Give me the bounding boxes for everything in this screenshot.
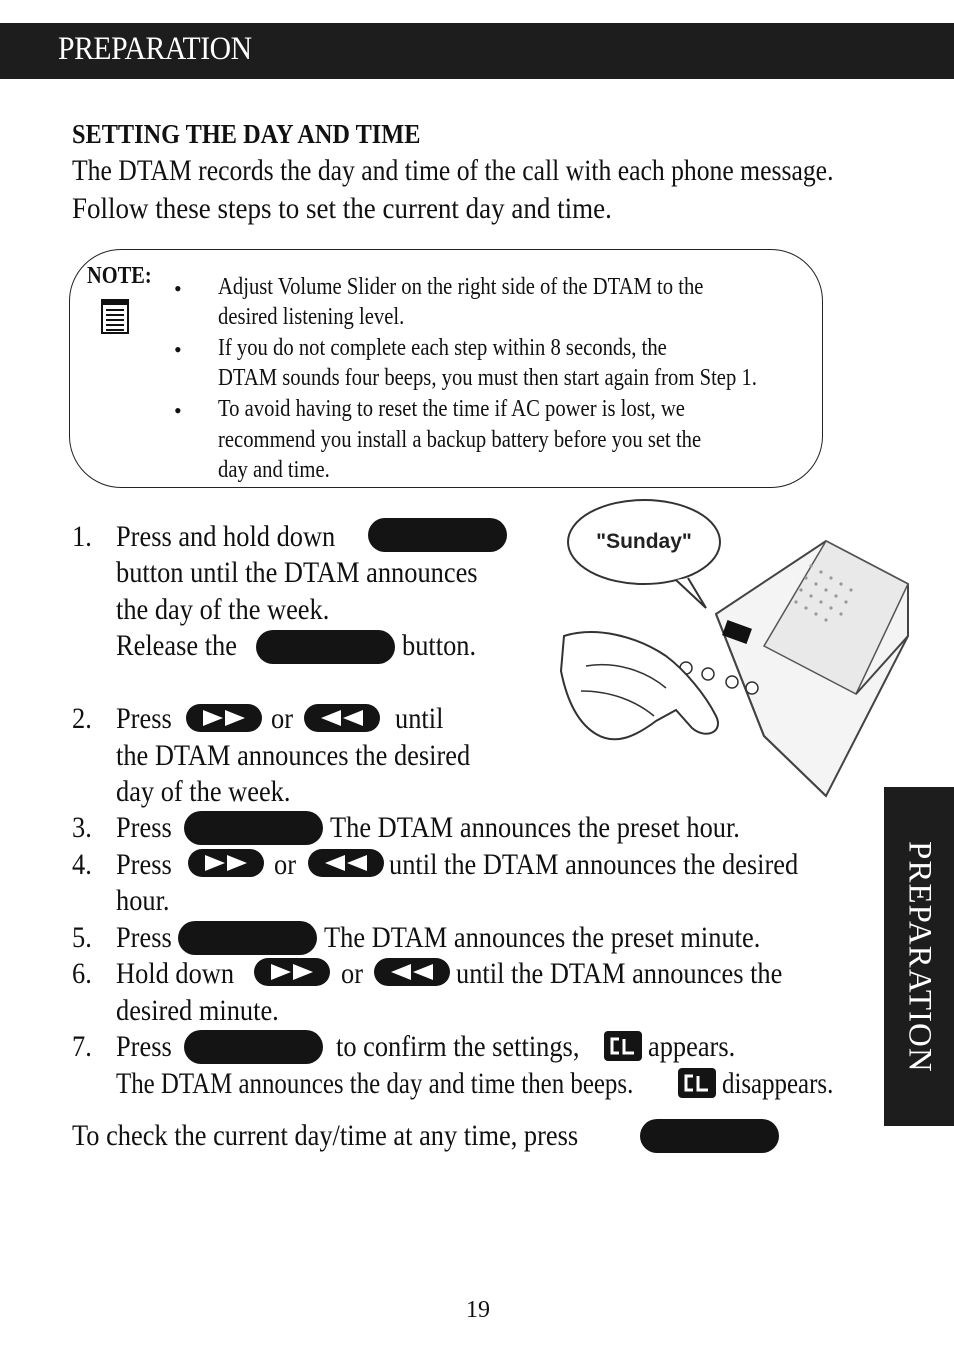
note-line: Adjust Volume Slider on the right side of the DTAM to the [218, 274, 704, 300]
bullet-2: • [174, 337, 182, 362]
step-7-text: Press [116, 1030, 172, 1063]
step-6-text: until the DTAM announces the [456, 957, 783, 990]
day-time-button[interactable] [368, 518, 507, 552]
note-line: day and time. [218, 457, 330, 483]
step-number: 1. [72, 520, 92, 553]
step-7-text: disappears. [722, 1067, 834, 1100]
page-header-title: PREPARATION [58, 31, 252, 67]
note-line: If you do not complete each step within 8 seconds, the [218, 335, 667, 361]
step-6-text: desired minute. [116, 994, 279, 1027]
note-line: DTAM sounds four beeps, you must then start again from Step 1. [218, 365, 757, 391]
note-line: recommend you install a backup battery before you set the [218, 427, 702, 453]
fast-forward-icon[interactable] [253, 957, 331, 987]
step-1-text: the day of the week. [116, 593, 330, 626]
fast-forward-icon[interactable] [185, 703, 263, 733]
day-time-button[interactable] [256, 630, 395, 664]
rewind-icon[interactable] [373, 957, 451, 987]
step-number: 5. [72, 921, 92, 954]
step-2-text: day of the week. [116, 775, 291, 808]
step-6-text: Hold down [116, 957, 235, 990]
step-number: 3. [72, 811, 92, 844]
step-7-text: to confirm the settings, [336, 1030, 580, 1063]
step-2-text: Press [116, 702, 172, 735]
step-2-text: the DTAM announces the desired [116, 739, 471, 772]
day-time-button[interactable] [178, 921, 317, 955]
side-tab-label: PREPARATION [901, 840, 938, 1073]
step-3-text: Press [116, 811, 172, 844]
step-5-text: The DTAM announces the preset minute. [324, 921, 761, 954]
step-4-text: or [274, 848, 296, 881]
step-1-text: button until the DTAM announces [116, 556, 478, 589]
day-time-button[interactable] [640, 1119, 779, 1153]
day-time-button[interactable] [184, 1030, 323, 1064]
cl-display-icon [678, 1068, 716, 1098]
dtam-hand-illustration [556, 496, 916, 801]
rewind-icon[interactable] [303, 703, 381, 733]
note-line: To avoid having to reset the time if AC power is lost, we [218, 396, 685, 422]
fast-forward-icon[interactable] [187, 848, 265, 878]
step-number: 2. [72, 702, 92, 735]
page-number: 19 [466, 1297, 490, 1323]
cl-display-icon [604, 1031, 642, 1061]
day-time-button[interactable] [184, 811, 323, 845]
speech-bubble-text: "Sunday" [596, 530, 692, 553]
step-1-text: Press and hold down [116, 520, 336, 553]
notepad-icon [100, 297, 130, 335]
intro-line-2: Follow these steps to set the current day and time. [72, 192, 612, 225]
bullet-1: • [174, 276, 182, 301]
step-4-text: until the DTAM announces the desired [389, 848, 799, 881]
bullet-3: • [174, 398, 182, 423]
step-4-text: Press [116, 848, 172, 881]
rewind-icon[interactable] [307, 848, 385, 878]
step-1-text: button. [402, 629, 477, 662]
step-2-text: or [271, 702, 293, 735]
check-time-text: To check the current day/time at any time, press [72, 1119, 579, 1152]
step-3-text: The DTAM announces the preset hour. [330, 811, 740, 844]
step-number: 4. [72, 848, 92, 881]
note-line: desired listening level. [218, 304, 405, 330]
step-5-text: Press [116, 921, 172, 954]
step-7-text: appears. [648, 1030, 736, 1063]
step-1-text: Release the [116, 629, 237, 662]
section-heading: SETTING THE DAY AND TIME [72, 119, 421, 149]
intro-line-1: The DTAM records the day and time of the call with each phone message. [72, 154, 834, 187]
step-number: 7. [72, 1030, 92, 1063]
step-7-text: The DTAM announces the day and time then beeps. [116, 1067, 634, 1100]
step-2-text: until [395, 702, 444, 735]
note-label: NOTE: [87, 263, 152, 289]
side-section-tab [884, 787, 954, 1126]
step-6-text: or [341, 957, 363, 990]
step-number: 6. [72, 957, 92, 990]
step-4-text: hour. [116, 884, 170, 917]
